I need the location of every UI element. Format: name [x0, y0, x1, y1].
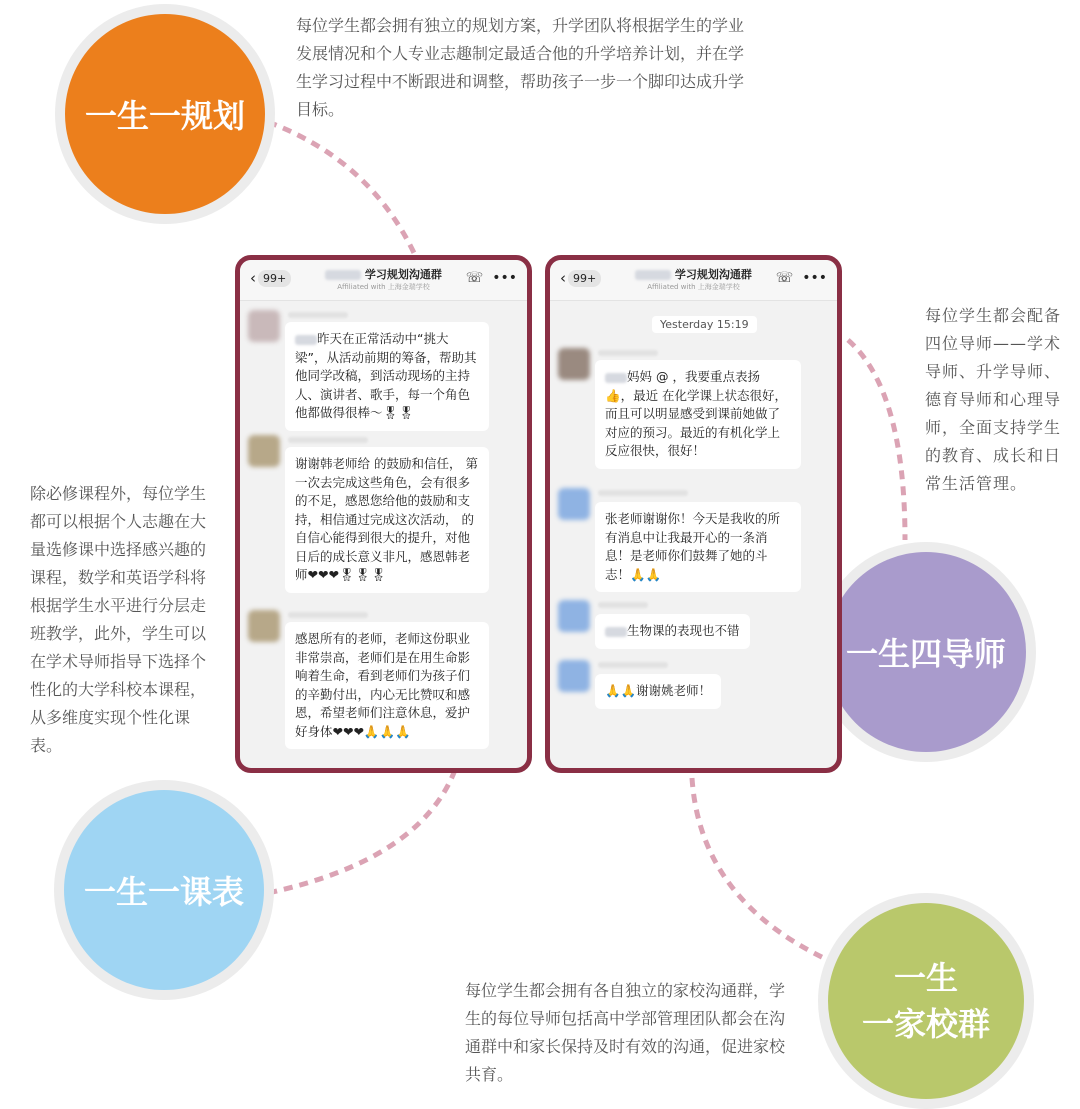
chat-screenshot-right [545, 255, 842, 773]
mentors-description: 每位学生都会配备四位导师——学术导师、升学导师、德育导师和心理导师，全面支持学生的教育、成长和日常生活管理。 [925, 306, 1062, 493]
circle-schedule [64, 790, 264, 990]
message-text: 感恩所有的老师，老师这份职业非常崇高，老师们是在用生命影响着生命，看到老师们为孩子们的辛勤付出，内心无比赞叹和感恩，希望老师们注意休息，爱护好身体❤❤❤🙏🙏🙏 [295, 631, 471, 739]
plan-description: 每位学生都会拥有独立的规划方案，升学团队将根据学生的学业发展情况和个人专业志趣制定最适合他的升学培养计划，并在学生学习过程中不断跟进和调整，帮助孩子一步一个脚印达成升学目标。 [296, 16, 745, 119]
circle-group-label-2: 一家校群 [861, 1005, 990, 1043]
circle-mentors [826, 552, 1026, 752]
chat-title-text: 学习规划沟通群 [364, 268, 442, 281]
circle-group [828, 903, 1024, 1099]
sender-name [598, 662, 668, 668]
schedule-description: 除必修课程外，每位学生都可以根据个人志趣在大量选修课中选择感兴趣的课程，数学和英语学科将根据学生水平进行分层走班教学，此外，学生可以在学术导师指导下选择个性化的大学科校本课程，从多维度实现个性化课表。 [30, 484, 207, 755]
avatar [558, 660, 590, 692]
group-description: 每位学生都会拥有各自独立的家校沟通群，学生的每位导师包括高中学部管理团队都会在沟通群中和家长保持及时有效的沟通，促进家校共育。 [465, 981, 786, 1084]
sender-name [598, 602, 648, 608]
circle-mentors-label: 一生四导师 [845, 635, 1006, 673]
unread-badge: 99+ [568, 270, 601, 287]
connector-mentors [848, 340, 905, 540]
blurred-name [325, 270, 361, 280]
phone-call-icon[interactable]: ☏ [465, 270, 484, 286]
sender-name [288, 612, 368, 618]
circle-group-label-1: 一生 [893, 959, 958, 997]
chevron-left-icon: ‹ [560, 269, 566, 287]
message-text: 谢谢韩老师给 的鼓励和信任， 第一次去完成这些角色，会有很多的不足，感恩您给他的鼓励和支持，相信通过完成这次活动， 的自信心能得到很大的提升，对他日后的成长意义非凡，感恩韩老师❤❤❤🎖🎖🎖 [295, 456, 478, 582]
sender-name [598, 490, 688, 496]
sender-name [288, 312, 348, 318]
message-bubble [595, 502, 801, 592]
blurred-name [635, 270, 671, 280]
avatar [248, 610, 280, 642]
message-text: 🙏🙏谢谢姚老师！ [605, 683, 712, 698]
header-actions [776, 270, 827, 286]
chat-subtitle: Affiliated with 上海金瑞学校 [337, 283, 430, 291]
chat-title-text: 学习规划沟通群 [674, 268, 752, 281]
unread-badge: 99+ [258, 270, 291, 287]
timestamp: Yesterday 15:19 [652, 316, 757, 333]
circle-plan-label: 一生一规划 [84, 97, 245, 135]
connector-schedule [268, 770, 455, 893]
chat-header [550, 260, 837, 301]
chat-screenshot-left [235, 255, 532, 773]
sender-name [288, 437, 368, 443]
message-text: 昨天在正常活动中“挑大梁”，从活动前期的筹备，帮助其他同学改稿，到活动现场的主持人、演讲者、歌手，每一个角色他都做得很棒～🎖🎖 [295, 331, 477, 420]
connector-group [692, 778, 828, 960]
sender-name [598, 350, 658, 356]
connector-plan [268, 122, 415, 255]
phone-call-icon[interactable]: ☏ [775, 270, 794, 286]
avatar [558, 348, 590, 380]
circle-schedule-label: 一生一课表 [83, 873, 244, 911]
message-text: 生物课的表现也不错 [627, 623, 740, 638]
message-text: 张老师谢谢你！今天是我收的所有消息中让我最开心的一条消息！是老师你们鼓舞了她的斗志！🙏🙏 [605, 511, 781, 582]
chevron-left-icon: ‹ [250, 269, 256, 287]
message-text: 妈妈 @ ，我要重点表扬 👍，最近 在化学课上状态很好，而且可以明显感受到课前她做了对应的预习。最近的有机化学上 反应很快，很好！ [605, 369, 788, 458]
message-bubble [285, 447, 489, 593]
avatar [248, 435, 280, 467]
message-bubble [595, 614, 750, 649]
avatar [248, 310, 280, 342]
header-actions [466, 270, 517, 286]
chat-subtitle: Affiliated with 上海金瑞学校 [647, 283, 740, 291]
chat-header [240, 260, 527, 301]
message-bubble [285, 622, 489, 749]
more-icon[interactable]: ••• [802, 270, 827, 286]
message-bubble [595, 674, 721, 709]
avatar [558, 600, 590, 632]
message-bubble [595, 360, 801, 469]
avatar [558, 488, 590, 520]
circle-plan [65, 14, 265, 214]
message-bubble [285, 322, 489, 431]
more-icon[interactable]: ••• [492, 270, 517, 286]
